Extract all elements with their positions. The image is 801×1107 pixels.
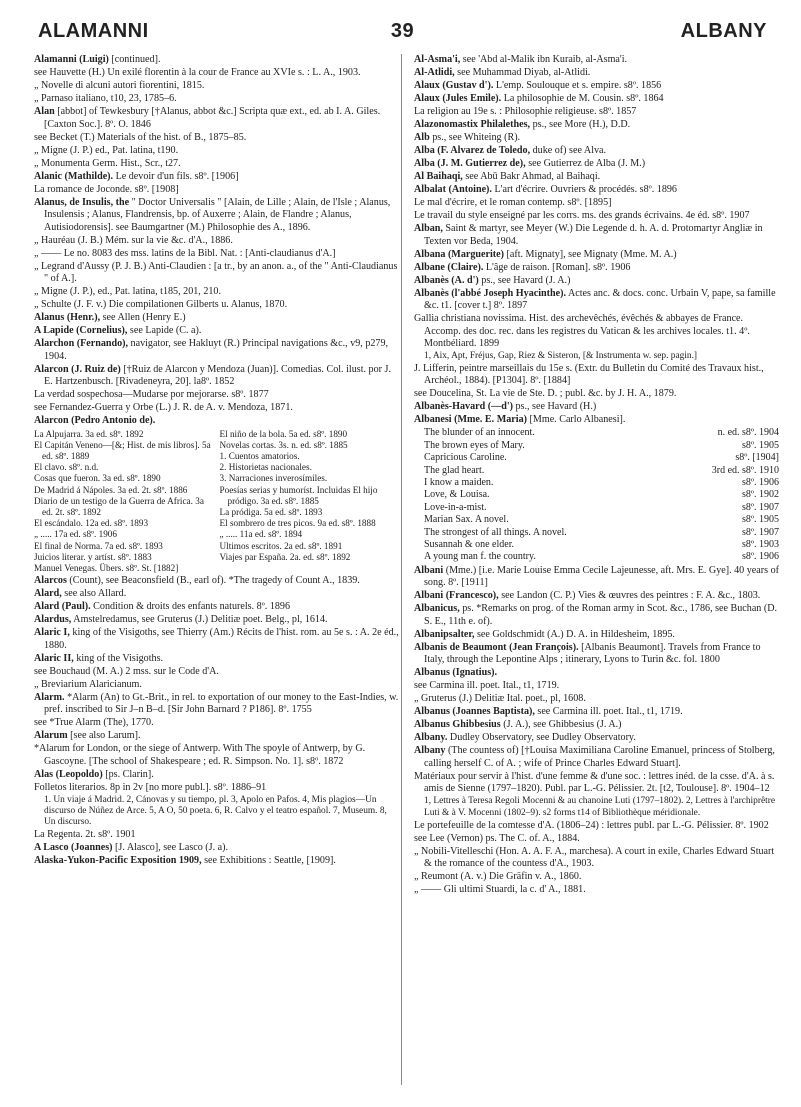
entry-heading: Albana (Marguerite) xyxy=(414,248,504,260)
entry-heading: Albani xyxy=(414,564,444,576)
index-entry xyxy=(34,627,399,652)
entry-text: see Gutierrez de Alba (J. M.) xyxy=(525,158,646,169)
works-row xyxy=(414,465,779,477)
entry-text: [continued]. xyxy=(108,54,161,65)
entry-heading: Albanicus, xyxy=(414,603,460,615)
entry-text: " Doctor Universalis " [Alain, de Lille ; Alain, de l'Isle ; Alanus, Insulensis ; Alanus, Flandrensis, bp. of Auxerre ; Alain, de Flandre ; Alanus, Autisiodorensis]. see Baumgartner (M.) Philosophie des A., 1896. xyxy=(44,196,391,233)
entry-subline: „ Migne (J. P.), ed., Pat. latina, t185, 201, 210. xyxy=(34,286,221,297)
entry-text: [see also Larum]. xyxy=(67,730,141,742)
index-entry xyxy=(34,842,399,855)
entry-heading: Albanis de Beaumont (Jean François). xyxy=(414,641,579,653)
work-format: s8º. 1906 xyxy=(742,551,779,563)
index-entry xyxy=(34,364,399,389)
index-entry xyxy=(414,262,779,275)
entry-heading: Alaska-Yukon-Pacific Exposition 1909, xyxy=(34,855,202,867)
index-entry xyxy=(414,590,779,603)
entry-subline: Matériaux pour servir à l'hist. d'une femme & d'une soc. : lettres inéd. de la csse. d'A. à s. amis de Sienne (1797–1820). Publ. par L.-G. Pélissier. 2t. [t2, Toulouse]. 8º. 1904–12 xyxy=(414,770,775,795)
work-title: Love, & Louisa. xyxy=(424,489,490,501)
entry-heading: Alas (Leopoldo) xyxy=(34,768,103,780)
index-entry xyxy=(414,565,779,590)
entry-heading: Alarum xyxy=(34,730,68,742)
index-entry xyxy=(414,93,779,106)
entry-subline: „ Nobili-Vitelleschi (Hon. A. A. F. A., marchesa). A court in exile, Charles Edward Stuart & the romance of the countess d'A., 1903. xyxy=(414,845,775,870)
index-entry xyxy=(34,653,399,666)
title-list-half xyxy=(34,429,214,575)
index-entry xyxy=(414,67,779,80)
works-row xyxy=(414,551,779,563)
title-list-item: Juicios literar. y artíst. s8º. 1883 xyxy=(34,551,152,562)
entry-subline: „ Legrand d'Aussy (P. J. B.) Anti-Claudien : [a tr., by an anon. a., of the " Anti-Claudianus " of A.]. xyxy=(34,260,398,284)
entry-heading: Alaric I, xyxy=(34,627,70,639)
index-entry xyxy=(34,588,399,601)
index-entry xyxy=(34,338,399,363)
entry-text: see Landon (C. P.) Vies & œuvres des peintres : F. A. &c., 1803. xyxy=(498,590,761,602)
entry-text: see Abū Bakr Ahmad, al Baihaqi. xyxy=(462,171,601,182)
running-head-right: ALBANY xyxy=(680,20,767,42)
entry-subline: see Bouchaud (M. A.) 2 mss. sur le Code d'A. xyxy=(34,665,219,677)
entry-subline: La religion au 19e s. : Philosophie religieuse. s8º. 1857 xyxy=(414,106,637,117)
entry-text: [†Ruiz de Alarcon y Mendoza (Juan)]. Comedias. Col. ilust. por J. E. Hartzenbusch. [Rivadeneyra, 20]. la8º. 1852 xyxy=(44,363,391,387)
entry-subline: „ —— Le no. 8083 des mss. latins de la Bibl. Nat. : [Anti-claudianus d'A.] xyxy=(34,247,336,259)
entry-subline: Le portefeuille de la comtesse d'A. (1806–24) : lettres publ. par L.-G. Pélissier. 8º. 1902 xyxy=(414,819,769,831)
title-list-item: 2. Historietas nacionales. xyxy=(219,462,312,473)
title-list-item: El final de Norma. 7a ed. s8º. 1893 xyxy=(34,540,163,551)
entry-text: see Carmina ill. poet. Ital., t1, 1719. xyxy=(534,706,683,718)
entry-heading: Alban, xyxy=(414,223,443,234)
index-entry xyxy=(34,325,399,338)
entry-subline: see Becket (T.) Materials of the hist. of B., 1875–85. xyxy=(34,131,247,143)
entry-heading: Al-Atlidi, xyxy=(414,67,455,78)
index-entry xyxy=(414,401,779,414)
works-row xyxy=(414,440,779,452)
entry-text: [Mme. Carlo Albanesi]. xyxy=(526,414,626,426)
entry-heading: Albanès (A. d') xyxy=(414,274,479,286)
index-entry xyxy=(414,80,779,93)
entry-text: Saint & martyr, see Meyer (W.) Die Legende d. h. A. d. Protomartyr Angliæ in Texten vor Beda, 1904. xyxy=(424,223,763,247)
work-title: Marian Sax. A novel. xyxy=(424,514,509,526)
index-entry xyxy=(414,732,779,745)
work-format: s8º. 1902 xyxy=(742,489,779,501)
entry-heading: Albanus Ghibbesius xyxy=(414,719,501,731)
entry-heading: Albanesi (Mme. E. Maria) xyxy=(414,414,527,426)
entry-text: duke of) see Alva. xyxy=(530,145,607,156)
index-entry xyxy=(34,197,399,235)
index-entry xyxy=(414,706,779,719)
entry-subline: see Carmina ill. poet. Ital., t1, 1719. xyxy=(414,680,560,692)
work-format: s8º. 1907 xyxy=(742,526,779,538)
entry-text: [abbot] of Tewkesbury [†Alanus, abbot &c.] Scripta quæ ext., ed. ab I. A. Giles. [Caxton Soc.]. 8º. O. 1846 xyxy=(44,106,381,130)
index-entry xyxy=(414,132,779,145)
index-entry xyxy=(414,275,779,288)
entry-text: Dudley Observatory, see Dudley Observatory. xyxy=(447,732,636,744)
entry-heading: Alanus, de Insulis, the xyxy=(34,196,130,208)
entry-contents-note: 1, Aix, Apt, Fréjus, Gap, Riez & Sisteron, [& Instrumenta w. sep. pagin.] xyxy=(424,351,698,361)
entry-text: (The countess of) [†Louisa Maximiliana Caroline Emanuel, princess of Stolberg, calling herself C. of A. ; wife of Prince Charles Edward Stuart]. xyxy=(424,745,775,769)
index-entry xyxy=(34,730,399,743)
title-list-item: „ ..... 17a ed. s8º. 1906 xyxy=(34,529,117,540)
work-format: s8º. 1905 xyxy=(742,514,779,526)
entry-text: ps., see Havard (J. A.) xyxy=(478,274,571,286)
title-list-item: De Madrid á Nápoles. 3a ed. 2t. s8º. 1886 xyxy=(34,484,188,495)
works-row xyxy=(414,539,779,551)
entry-heading: Albanus (Ignatius). xyxy=(414,667,498,679)
works-row xyxy=(414,489,779,501)
entry-subline: „ Parnaso italiano, t10, 23, 1785–6. xyxy=(34,93,177,104)
works-table xyxy=(414,427,779,563)
entry-text: see Muhammad Diyab, al-Atlidi. xyxy=(454,67,591,78)
entry-heading: Albanès (l'abbé Joseph Hyacinthe). xyxy=(414,287,566,299)
entry-heading: Alaric II, xyxy=(34,652,74,664)
entry-contents-note: 1, Lettres à Teresa Regoli Mocenni & au chanoine Luti (1797–1802). 2, Lettres à l'archiprêtre Luti & à V. Mocenni (1802–9). s2 forms t14 of Bibliothèque méridionale. xyxy=(424,796,775,818)
page-number: 39 xyxy=(390,20,415,42)
entry-subline: Gallia christiana novissima. Hist. des archevêchés, évêchés & abbayes de France. Accomp. des doc. rec. dans les registres du Vatican & les archives locales. t1. 4º. Montbéliard. 1899 xyxy=(414,313,750,349)
entry-heading: A Lapide (Cornelius), xyxy=(34,325,128,336)
index-entry xyxy=(34,575,399,588)
entry-text: king of the Visigoths. xyxy=(73,652,164,664)
entry-text: [aft. Mignaty], see Mignaty (Mme. M. A.) xyxy=(503,248,677,260)
entry-heading: Alaux (Jules Emile). xyxy=(414,93,502,104)
work-title: The strongest of all things. A novel. xyxy=(424,526,567,538)
title-list-item: 1. Cuentos amatorios. xyxy=(219,450,300,461)
entry-subline: „ Reumont (A. v.) Die Gräfin v. A., 1860. xyxy=(414,871,582,883)
work-format: s8º. 1906 xyxy=(742,477,779,489)
index-entry xyxy=(34,54,399,67)
entry-contents-note: 1. Un viaje á Madrid. 2, Cánovas y su tiempo, pl. 3, Apolo en Pafos. 4, Mis plagios—Un discurso de Núñez de Arce. 5, A O, 50 poeta. 6, R. Calvo y el teatro español. 7, Museum. 8, Un discurso. xyxy=(44,794,387,828)
work-title: A young man f. the country. xyxy=(424,551,536,563)
index-entry xyxy=(414,171,779,184)
index-entry xyxy=(414,145,779,158)
title-list-half xyxy=(220,429,400,575)
index-entry xyxy=(414,745,779,770)
index-entry xyxy=(414,54,779,67)
entry-text: see Allen (Henry E.) xyxy=(100,312,186,323)
entry-text: navigator, see Hakluyt (R.) Principal navigations &c., v9, p279, 1904. xyxy=(44,338,389,362)
entry-text: (Mme.) [i.e. Marie Louise Emma Cecile Lajeunesse, aft. Mrs. E. Gye]. 40 years of song. 8º. [1911] xyxy=(424,564,779,589)
entry-heading: Albane (Claire). xyxy=(414,261,484,273)
entry-heading: Alard (Paul). xyxy=(34,601,91,613)
entry-text: ps., see Havard (H.) xyxy=(512,401,597,413)
entry-subline: Le mal d'écrire, et le roman contemp. s8º. [1895] xyxy=(414,197,612,208)
entry-text: see Goldschmidt (A.) D. A. in Hildesheim, 1895. xyxy=(474,628,675,640)
work-title: I know a maiden. xyxy=(424,477,494,489)
entry-text: L'emp. Soulouque et s. empire. s8º. 1856 xyxy=(493,80,662,91)
works-row xyxy=(414,477,779,489)
title-list-item: La pródiga. 5a ed. s8º. 1893 xyxy=(219,506,323,517)
index-entry xyxy=(414,629,779,642)
entry-heading: Alba (F. Alvarez de Toledo, xyxy=(414,145,531,156)
title-list-item: El clavo. s8º. n.d. xyxy=(34,462,99,473)
entry-heading: Alb xyxy=(414,132,430,143)
entry-subline: „ Migne (J. P.) ed., Pat. latina, t190. xyxy=(34,144,179,156)
title-list-item: Manuel Venegas. Übers. s8º. St. [1882] xyxy=(34,562,179,573)
entry-subline: see Doucelina, St. La vie de Ste. D. ; publ. &c. by J. H. A., 1879. xyxy=(414,388,677,400)
entry-text: Le devoir d'un fils. s8º. [1906] xyxy=(113,170,239,182)
index-entry xyxy=(414,667,779,680)
title-list-item: El escándalo. 12a ed. s8º. 1893 xyxy=(34,518,149,529)
entry-text: king of the Visigoths, see Thierry (Am.) Récits de l'hist. rom. au 5e s. : A. 2e éd., 1880. xyxy=(44,627,399,651)
work-title: Susannah & one elder. xyxy=(424,539,514,551)
entry-subline: Le travail du style enseigné par les corrs. ms. des grands écrivains. 4e éd. s8º. 1907 xyxy=(414,210,750,221)
index-entry xyxy=(34,769,399,782)
index-entry xyxy=(34,171,399,184)
entry-subline: „ Novelle di alcuni autori fiorentini, 1815. xyxy=(34,80,205,91)
entry-text: [J. Alasco], see Lasco (J. a). xyxy=(112,842,228,854)
entry-subline: *Alarum for London, or the siege of Antwerp. With The spoyle of Antwerp, by G. Gascoyne. [The school of Shakespeare ; ed. R. Simpson. No. 1]. s8º. 1872 xyxy=(34,743,366,767)
entry-subline: see *True Alarm (The), 1770. xyxy=(34,717,154,729)
two-column-title-list xyxy=(34,429,399,575)
right-column xyxy=(414,54,779,897)
entry-text: ps. *Remarks on prog. of the Roman army in Scot. &c., 1786, see Buchan (D. S. E., 11th e. of). xyxy=(424,603,778,627)
entry-text: [Albanis Beaumont]. Travels from France to Italy, through the Lepontine Alps ; itinerary, Lyons to Turin &c. fol. 1800 xyxy=(424,641,761,666)
entry-heading: Albalat (Antoine). xyxy=(414,184,492,195)
work-format: s8º. 1907 xyxy=(742,501,779,513)
title-list-item: Poesías serias y humoríst. Incluidas El hijo pródigo. 3a ed. s8º. 1885 xyxy=(219,484,378,506)
index-entry xyxy=(414,184,779,197)
entry-text: (J. A.), see Ghibbesius (J. A.) xyxy=(500,719,622,731)
entry-subline: „ Monumenta Germ. Hist., Scr., t27. xyxy=(34,157,181,169)
entry-subline: „ —— Gli ultimi Stuardi, la c. d' A., 1881. xyxy=(414,884,586,896)
entry-subline: see Hauvette (H.) Un exilé florentin à la cour de France au XVIe s. : L. A., 1903. xyxy=(34,67,361,78)
entry-heading: Al-Asma'i, xyxy=(414,54,461,65)
work-title: Capricious Caroline. xyxy=(424,452,507,464)
works-row xyxy=(414,502,779,514)
entry-text: L'art d'écrire. Ouvriers & procédés. s8º. 1896 xyxy=(491,184,677,195)
work-format: s8º. 1903 xyxy=(742,539,779,551)
entry-text: *Alarm (An) to Gt.-Brit., in rel. to exportation of our money to the East-Indies, w. pref. inscribed to Sir J–n B–d. [Sir John Barnard ? P186]. 8º. 1755 xyxy=(44,691,399,716)
index-entry xyxy=(414,158,779,171)
entry-heading: Alarcon (Pedro Antonio de). xyxy=(34,415,156,426)
work-format: 3rd ed. s8º. 1910 xyxy=(711,464,779,476)
title-list-item: 3. Narraciones inverosímiles. xyxy=(219,473,328,484)
index-entry xyxy=(34,106,399,131)
left-column xyxy=(34,54,399,868)
index-entry xyxy=(34,692,399,717)
work-title: The brown eyes of Mary. xyxy=(424,439,525,451)
index-entry xyxy=(414,642,779,667)
title-list-item: El niño de la bola. 5a ed. s8º. 1890 xyxy=(219,428,348,439)
entry-heading: Alazonomastix Philalethes, xyxy=(414,119,531,130)
entry-heading: Alanus (Henr.), xyxy=(34,312,101,323)
entry-heading: Alaux (Gustav d'). xyxy=(414,80,494,91)
works-row xyxy=(414,452,779,464)
work-format: s8º. [1904] xyxy=(735,452,779,464)
title-list-item: Cosas que fueron. 3a ed. s8º. 1890 xyxy=(34,473,161,484)
works-row xyxy=(414,427,779,439)
entry-subline: „ Gruterus (J.) Delitiæ Ital. poet., pl, 1608. xyxy=(414,693,586,705)
title-list-item: El sombrero de tres picos. 9a ed. s8º. 1888 xyxy=(219,518,376,529)
column-divider xyxy=(401,54,402,1085)
index-entry xyxy=(414,603,779,628)
entry-heading: Albanus (Joannes Baptista), xyxy=(414,706,535,718)
title-list-item: Diario de un testigo de la Guerra de Africa. 3a ed. 2t. s8º. 1892 xyxy=(34,495,204,517)
index-entry xyxy=(414,719,779,732)
entry-heading: Alanic (Mathilde). xyxy=(34,170,114,182)
work-title: Love-in-a-mist. xyxy=(424,501,487,513)
work-format: s8º. 1905 xyxy=(742,439,779,451)
entry-heading: Albany xyxy=(414,745,446,757)
title-list-item: Ultimos escritos. 2a ed. s8º. 1891 xyxy=(219,540,343,551)
index-entry xyxy=(34,614,399,627)
entry-subline: J. Lifferin, peintre marseillais du 15e s. (Extr. du Bulletin du Comité des Travaux hist., Archéol., 1884). [P1304]. 8º. [1884] xyxy=(414,362,764,387)
entry-heading: Albani (Francesco), xyxy=(414,590,499,602)
index-entry xyxy=(34,855,399,868)
running-head-left: ALAMANNI xyxy=(38,20,149,42)
index-entry xyxy=(414,223,779,248)
entry-subline: „ Schulte (J. F. v.) Die compilationen Gilberts u. Alanus, 1870. xyxy=(34,299,288,310)
entry-heading: Alan xyxy=(34,106,55,117)
title-list-item: Novelas cortas. 3s. n. ed. s8º. 1885 xyxy=(219,439,348,450)
entry-subline: La Regenta. 2t. s8º. 1901 xyxy=(34,829,136,841)
index-entry xyxy=(414,119,779,132)
entry-heading: Alba (J. M. Gutierrez de), xyxy=(414,158,526,169)
entry-heading: Albany. xyxy=(414,732,448,744)
title-list-item: Viajes par España. 2a. ed. s8º. 1892 xyxy=(219,551,351,562)
entry-text: see Exhibitions : Seattle, [1909]. xyxy=(201,855,336,867)
entry-subline: Folletos literarios. 8p in 2v [no more publ.]. s8º. 1886–91 xyxy=(34,781,267,793)
entry-heading: Al Baihaqi, xyxy=(414,171,463,182)
work-format: n. ed. s8º. 1904 xyxy=(717,427,779,439)
entry-text: Actes anc. & docs. conc. Urbain V, pape, sa famille &c. t1. [cover t.] 8º. 1897 xyxy=(424,287,776,311)
entry-text: ps., see More (H.), D.D. xyxy=(530,119,631,130)
entry-heading: Albanès-Havard (—d') xyxy=(414,401,513,413)
works-row xyxy=(414,514,779,526)
entry-heading: Alard, xyxy=(34,588,62,600)
entry-text: La philosophie de M. Cousin. s8º. 1864 xyxy=(501,93,664,104)
index-entry xyxy=(414,249,779,262)
entry-heading: Albanipsalter, xyxy=(414,628,475,640)
entry-heading: Alarcon (J. Ruiz de) xyxy=(34,363,121,375)
title-list-item: „ ..... 11a ed. s8º. 1894 xyxy=(219,529,303,540)
entry-text: see also Allard. xyxy=(61,588,127,600)
entry-subline: „ Hauréau (J. B.) Mém. sur la vie &c. d'A., 1886. xyxy=(34,234,233,246)
entry-subline: La verdad sospechosa—Mudarse por mejorarse. s8º. 1877 xyxy=(34,389,269,400)
index-entry xyxy=(414,288,779,313)
entry-heading: Alardus, xyxy=(34,614,72,626)
page-header xyxy=(38,20,767,46)
entry-subline: „ Breviarium Alaricianum. xyxy=(34,678,142,690)
entry-subline: see Lee (Vernon) ps. The C. of. A., 1884. xyxy=(414,832,580,844)
work-title: The blunder of an innocent. xyxy=(424,427,535,439)
title-list-item: La Alpujarra. 3a ed. s8º. 1892 xyxy=(34,428,144,439)
entry-text: see Lapide (C. a). xyxy=(127,325,202,336)
title-list-item: El Capitán Veneno—[&; Hist. de mis libros]. 5a ed. s8º. 1889 xyxy=(34,439,211,461)
index-entry xyxy=(414,414,779,427)
entry-text: Condition & droits des enfants naturels. 8º. 1896 xyxy=(90,601,291,613)
entry-heading: Alarchon (Fernando), xyxy=(34,338,129,349)
entry-text: Amstelredamus, see Gruterus (J.) Delitiæ poet. Belg., pl, 1614. xyxy=(71,614,328,626)
entry-heading: Alarcos xyxy=(34,575,67,587)
index-entry xyxy=(34,415,399,428)
entry-subline: La romance de Joconde. s8º. [1908] xyxy=(34,183,179,195)
entry-text: (Count), see Beaconsfield (B., earl of). *The tragedy of Count A., 1839. xyxy=(66,575,360,587)
entry-text: L'âge de raison. [Roman]. s8º. 1906 xyxy=(483,261,631,273)
entry-text: see 'Abd al-Malik ibn Kuraib, al-Asma'i. xyxy=(460,54,628,65)
entry-heading: Alamanni (Luigi) xyxy=(34,54,109,65)
entry-text: [ps. Clarin]. xyxy=(102,768,154,780)
entry-heading: Alarm. xyxy=(34,691,65,703)
index-entry xyxy=(34,312,399,325)
works-row xyxy=(414,527,779,539)
entry-subline: see Fernandez-Guerra y Orbe (L.) J. R. de A. v. Mendoza, 1871. xyxy=(34,402,293,413)
index-entry xyxy=(34,601,399,614)
entry-heading: A Lasco (Joannes) xyxy=(34,842,113,854)
entry-text: ps., see Whiteing (R). xyxy=(429,132,521,143)
work-title: The glad heart. xyxy=(424,464,485,476)
